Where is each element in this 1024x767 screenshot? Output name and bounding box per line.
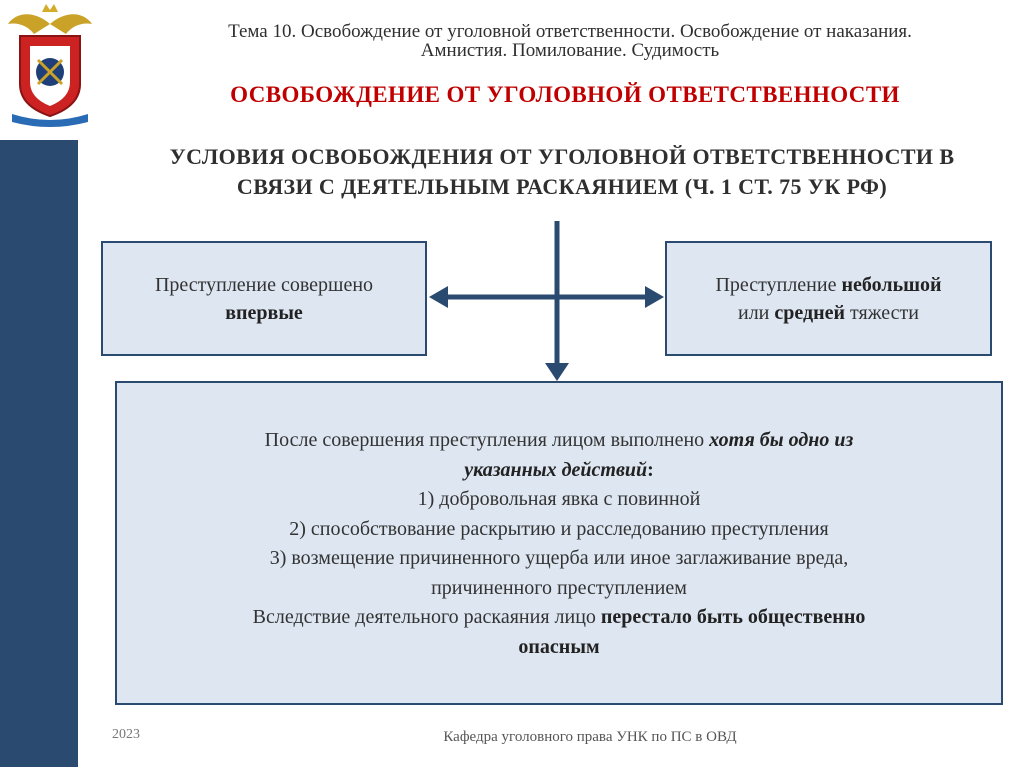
condition-gravity-box: [665, 241, 992, 356]
topic-line-2: Амнистия. Помилование. Судимость: [420, 40, 720, 61]
actions-box: [115, 381, 1003, 705]
actions-intro-plain: После совершения преступления лицом выполнено: [264, 429, 710, 451]
condition-first-time-text: Преступление совершено: [154, 274, 374, 296]
action-item-3-line-1: 3) возмещение причиненного ущерба или иное заглаживание вреда,: [269, 547, 849, 569]
down-arrowhead: [545, 363, 569, 381]
result-plain: Вследствие деятельного раскаяния лицо: [252, 606, 601, 628]
gravity-line2-plain1: или: [738, 302, 775, 324]
footer-year: 2023: [112, 727, 140, 742]
condition-first-time-bold: впервые: [225, 302, 303, 324]
section-title-line-2: СВЯЗИ С ДЕЯТЕЛЬНЫМ РАСКАЯНИЕМ (Ч. 1 СТ. 75 УК РФ): [236, 174, 888, 199]
condition-first-time-box: [101, 241, 427, 356]
right-arrowhead: [645, 286, 664, 308]
result-bold-2: опасным: [518, 635, 600, 658]
gravity-line2-plain2: тяжести: [845, 302, 919, 324]
actions-intro-colon: :: [647, 458, 654, 481]
gravity-line1-plain: Преступление: [715, 274, 842, 296]
actions-intro-emphasis-1: хотя бы одно из: [709, 429, 854, 451]
footer-department: Кафедра уголовного права УНК по ПС в ОВД: [443, 729, 737, 745]
actions-intro-emphasis-2: указанных действий: [464, 458, 648, 481]
action-item-1: 1) добровольная явка с повинной: [417, 488, 701, 510]
page-title: ОСВОБОЖДЕНИЕ ОТ УГОЛОВНОЙ ОТВЕТСТВЕННОСТИ: [230, 82, 900, 107]
action-item-3-line-2: причиненного преступлением: [431, 576, 687, 599]
left-arrowhead: [429, 286, 448, 308]
gravity-line1-bold: небольшой: [841, 274, 942, 296]
topic-line-1: Тема 10. Освобождение от уголовной ответственности. Освобождение от наказания.: [228, 21, 912, 42]
gravity-line2-bold: средней: [774, 302, 846, 324]
result-bold-1: перестало быть общественно: [600, 606, 866, 628]
section-title-line-1: УСЛОВИЯ ОСВОБОЖДЕНИЯ ОТ УГОЛОВНОЙ ОТВЕТСТВЕННОСТИ В: [169, 144, 955, 169]
action-item-2: 2) способствование раскрытию и расследованию преступления: [289, 517, 829, 540]
